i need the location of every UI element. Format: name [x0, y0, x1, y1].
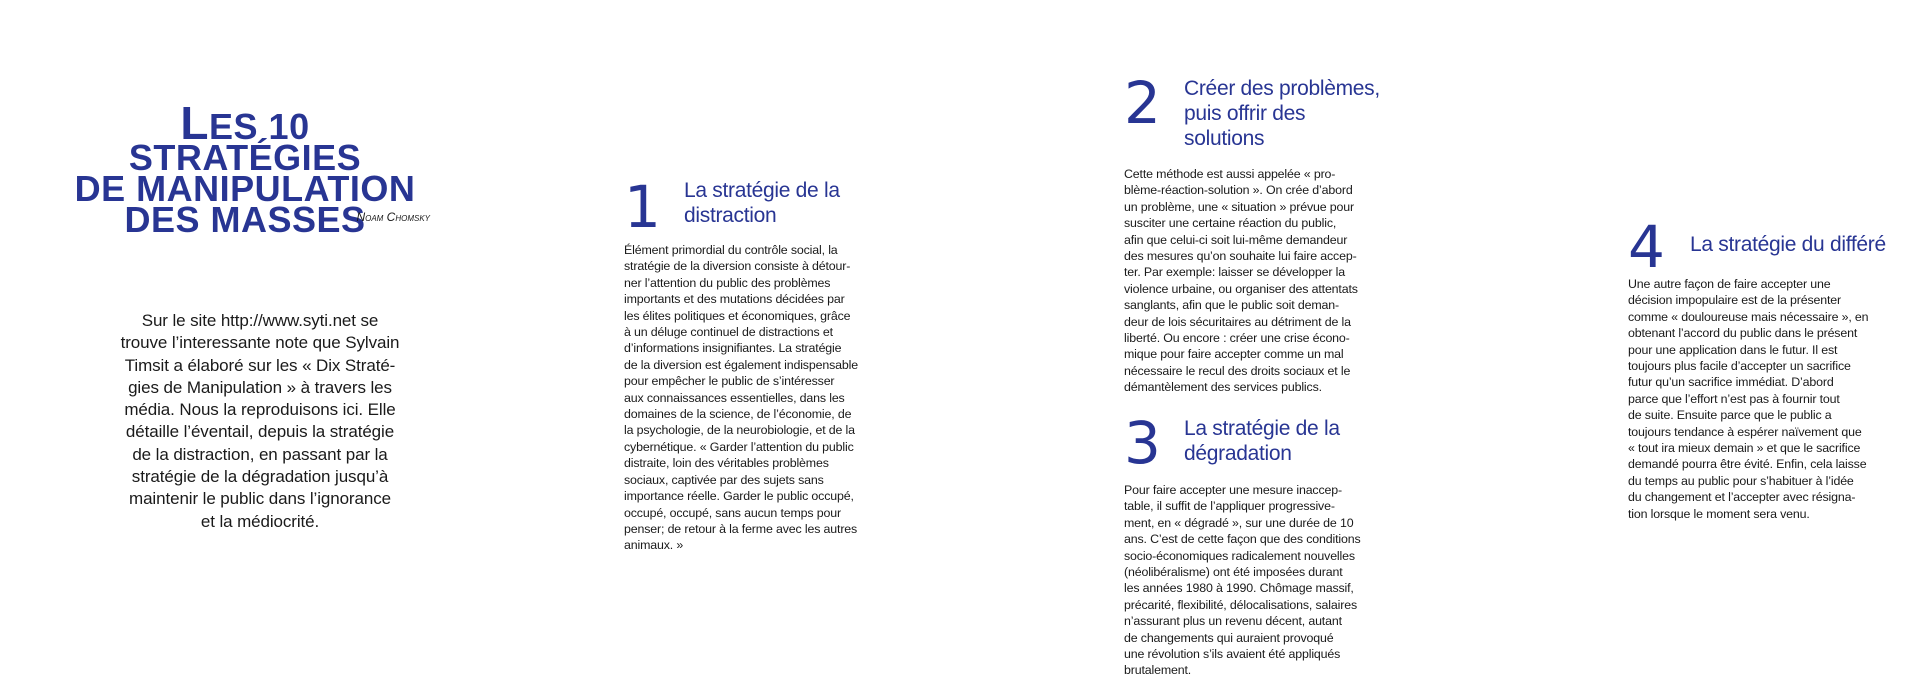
section-2-number: 2 — [1124, 69, 1161, 137]
title-line-1: LES 10 STRATÉGIES — [128, 97, 362, 178]
intro-paragraph: Sur le site http://www.syti.net se trouve l’interessante note que Sylvain Timsit a élaboré sur les « Dix Straté- gies de Manipulation » à travers les média. Nous la reproduisons ici. Elle détaille l’éventail, depuis la stratégie de la distraction, en passant par la stratégie de la dégradation jusqu’à maintenir le public dans l’ignorance et la médiocrité. — [120, 311, 400, 531]
section-2-heading: Créer des problèmes, puis offrir des solutions — [1184, 77, 1380, 150]
title-line-2: DE MANIPULATION — [74, 168, 416, 209]
section-3-body: Pour faire accepter une mesure inaccep- table, il suffit de l’appliquer progressive- ment, en « dégradé », sur une durée de 10 ans. C’est de cette façon que des conditions socio-économiques radicalement nouvelles (néolibéralisme) ont été imposées durant les années 1980 à 1990. Chômage massif, précarité, flexibilité, délocalisations, salaires n’assurant plus un revenu décent, autant de changements qui auraient provoqué une révolution s’ils avaient été appliqués brutalement. — [1124, 483, 1361, 678]
author-name: Noam Chomsky — [356, 210, 430, 224]
section-4-number: 4 — [1628, 213, 1665, 281]
section-3-heading: La stratégie de la dégradation — [1184, 417, 1340, 465]
section-1-body: Élément primordial du contrôle social, la stratégie de la diversion consiste à détour- ner l’attention du public des problèmes importants et des mutations décidées par les élites politiques et économiques, grâce à un déluge continuel de distractions et d’informations insignifiantes. La stratégie de la diversion est également indispensable pour empêcher le public de s’intéresser aux connaissances essentielles, dans les domaines de la science, de l’économie, de la psychologie, de la neurobiologie, et de la cybernétique. « Garder l’attention du public distraite, loin des véritables problèmes sociaux, captivée par des sujets sans importance réelle. Garder le public occupé, occupé, occupé, sans aucun temps pour penser; de retour à la ferme avec les autres animaux. » — [624, 243, 858, 553]
section-2-body: Cette méthode est aussi appelée « pro- blème-réaction-solution ». On crée d’abord un problème, une « situation » prévue pour susciter une certaine réaction du public, afin que celui-ci soit lui-même demandeur des mesures qu’on souhaite lui faire accep- ter. Par exemple: laisser se développer la violence urbaine, ou organiser des attentats sanglants, afin que le public soit deman- deur de lois sécuritaires au détriment de la liberté. Ou encore : créer une crise écono- mique pour faire accepter comme un mal nécessaire le recul des droits sociaux et le démantèlement des services publics. — [1124, 167, 1358, 395]
section-4-heading: La stratégie du différé — [1690, 233, 1886, 256]
section-4-body: Une autre façon de faire accepter une décision impopulaire est de la présenter comme « douloureuse mais nécessaire », en obtenant l’accord du public dans le présent pour une application dans le futur. Il est toujours plus facile d’accepter un sacrifice futur qu’un sacrifice immédiat. D’abord parce que l’effort n’est pas à fournir tout de suite. Ensuite parce que le public a toujours tendance à espérer naïvement que « tout ira mieux demain » et que le sacrifice demandé pourra être évité. Enfin, cela laisse du temps au public pour s’habituer à l’idée du changement et l’accepter avec résigna- tion lorsque le moment sera venu. — [1628, 277, 1869, 521]
section-1-heading: La stratégie de la distraction — [684, 179, 840, 227]
section-1-number: 1 — [624, 173, 661, 241]
title-line-3: DES MASSES — [124, 199, 366, 240]
section-3-number: 3 — [1124, 409, 1161, 477]
